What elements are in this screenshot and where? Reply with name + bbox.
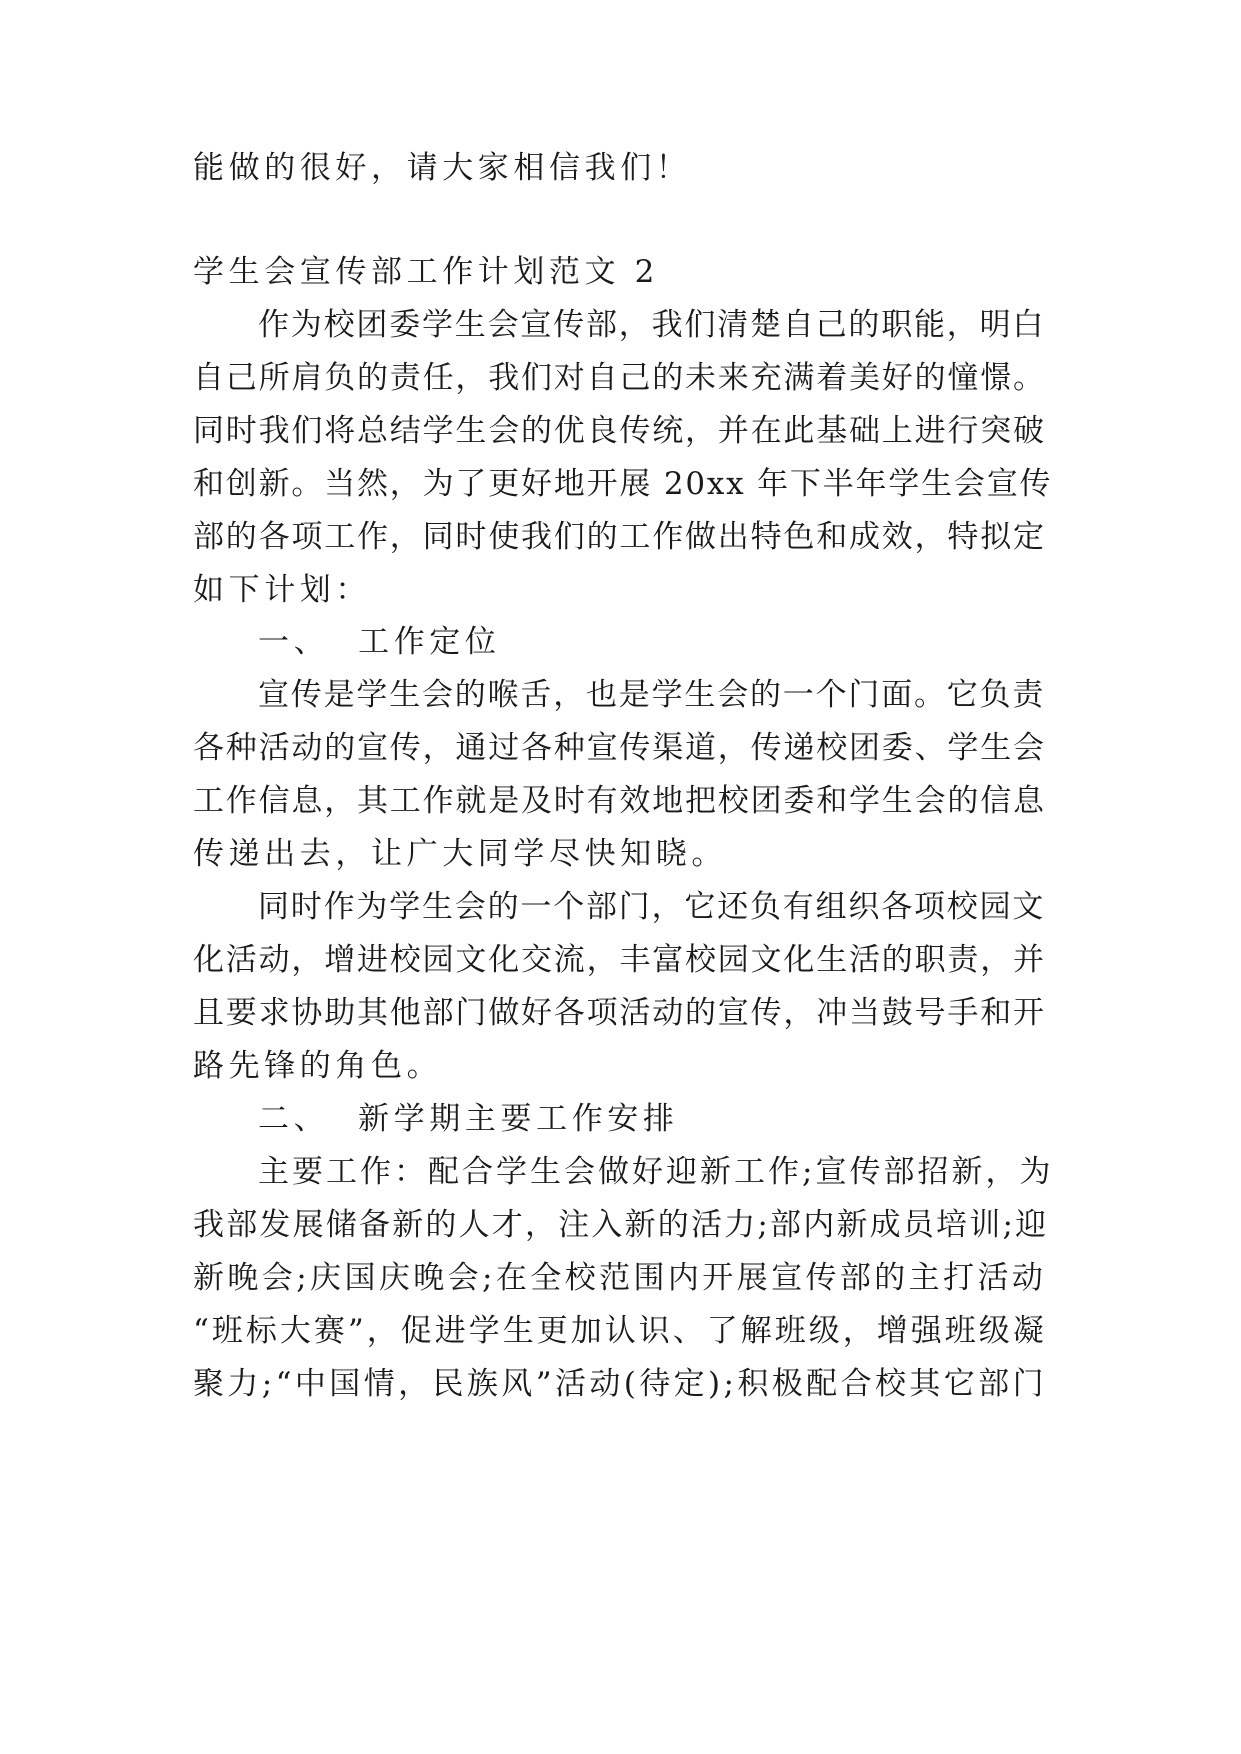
paragraph-line: 同时我们将总结学生会的优良传统，并在此基础上进行突破 <box>193 413 1046 449</box>
paragraph-line: “班标大赛”，促进学生更加认识、了解班级，增强班级凝 <box>193 1313 1047 1349</box>
paragraph-line: 我部发展储备新的人才，注入新的活力;部内新成员培训;迎 <box>193 1207 1049 1243</box>
text-line: 能做的很好，请大家相信我们！ <box>193 150 692 186</box>
paragraph-line: 作为校团委学生会宣传部，我们清楚自己的职能，明白 <box>258 307 1046 343</box>
paragraph-line: 化活动，增进校园文化交流，丰富校园文化生活的职责，并 <box>193 942 1046 978</box>
paragraph-line: 如下计划： <box>193 572 371 608</box>
subheading-main-work: 二、 新学期主要工作安排 <box>258 1101 679 1137</box>
paragraph-line: 部的各项工作，同时使我们的工作做出特色和成效，特拟定 <box>193 519 1046 555</box>
paragraph-line: 同时作为学生会的一个部门，它还负有组织各项校园文 <box>258 889 1046 925</box>
section-title: 学生会宣传部工作计划范文 2 <box>193 254 659 290</box>
paragraph-line: 主要工作：配合学生会做好迎新工作;宣传部招新，为 <box>258 1154 1054 1190</box>
paragraph-line: 传递出去，让广大同学尽快知晓。 <box>193 836 727 872</box>
paragraph-line: 聚力;“中国情，民族风”活动(待定);积极配合校其它部门 <box>193 1366 1047 1402</box>
paragraph-line: 各种活动的宣传，通过各种宣传渠道，传递校团委、学生会 <box>193 730 1046 766</box>
paragraph-line: 宣传是学生会的喉舌，也是学生会的一个门面。它负责 <box>258 677 1046 713</box>
paragraph-line: 新晚会;庆国庆晚会;在全校范围内开展宣传部的主打活动 <box>193 1260 1047 1296</box>
paragraph-line: 且要求协助其他部门做好各项活动的宣传，冲当鼓号手和开 <box>193 995 1046 1031</box>
paragraph-line: 路先锋的角色。 <box>193 1048 443 1084</box>
paragraph-line: 工作信息，其工作就是及时有效地把校团委和学生会的信息 <box>193 783 1046 819</box>
paragraph-line: 自己所肩负的责任，我们对自己的未来充满着美好的憧憬。 <box>193 360 1046 396</box>
paragraph-line: 和创新。当然，为了更好地开展 20xx 年下半年学生会宣传 <box>193 466 1053 502</box>
subheading-work-positioning: 一、 工作定位 <box>258 624 501 660</box>
